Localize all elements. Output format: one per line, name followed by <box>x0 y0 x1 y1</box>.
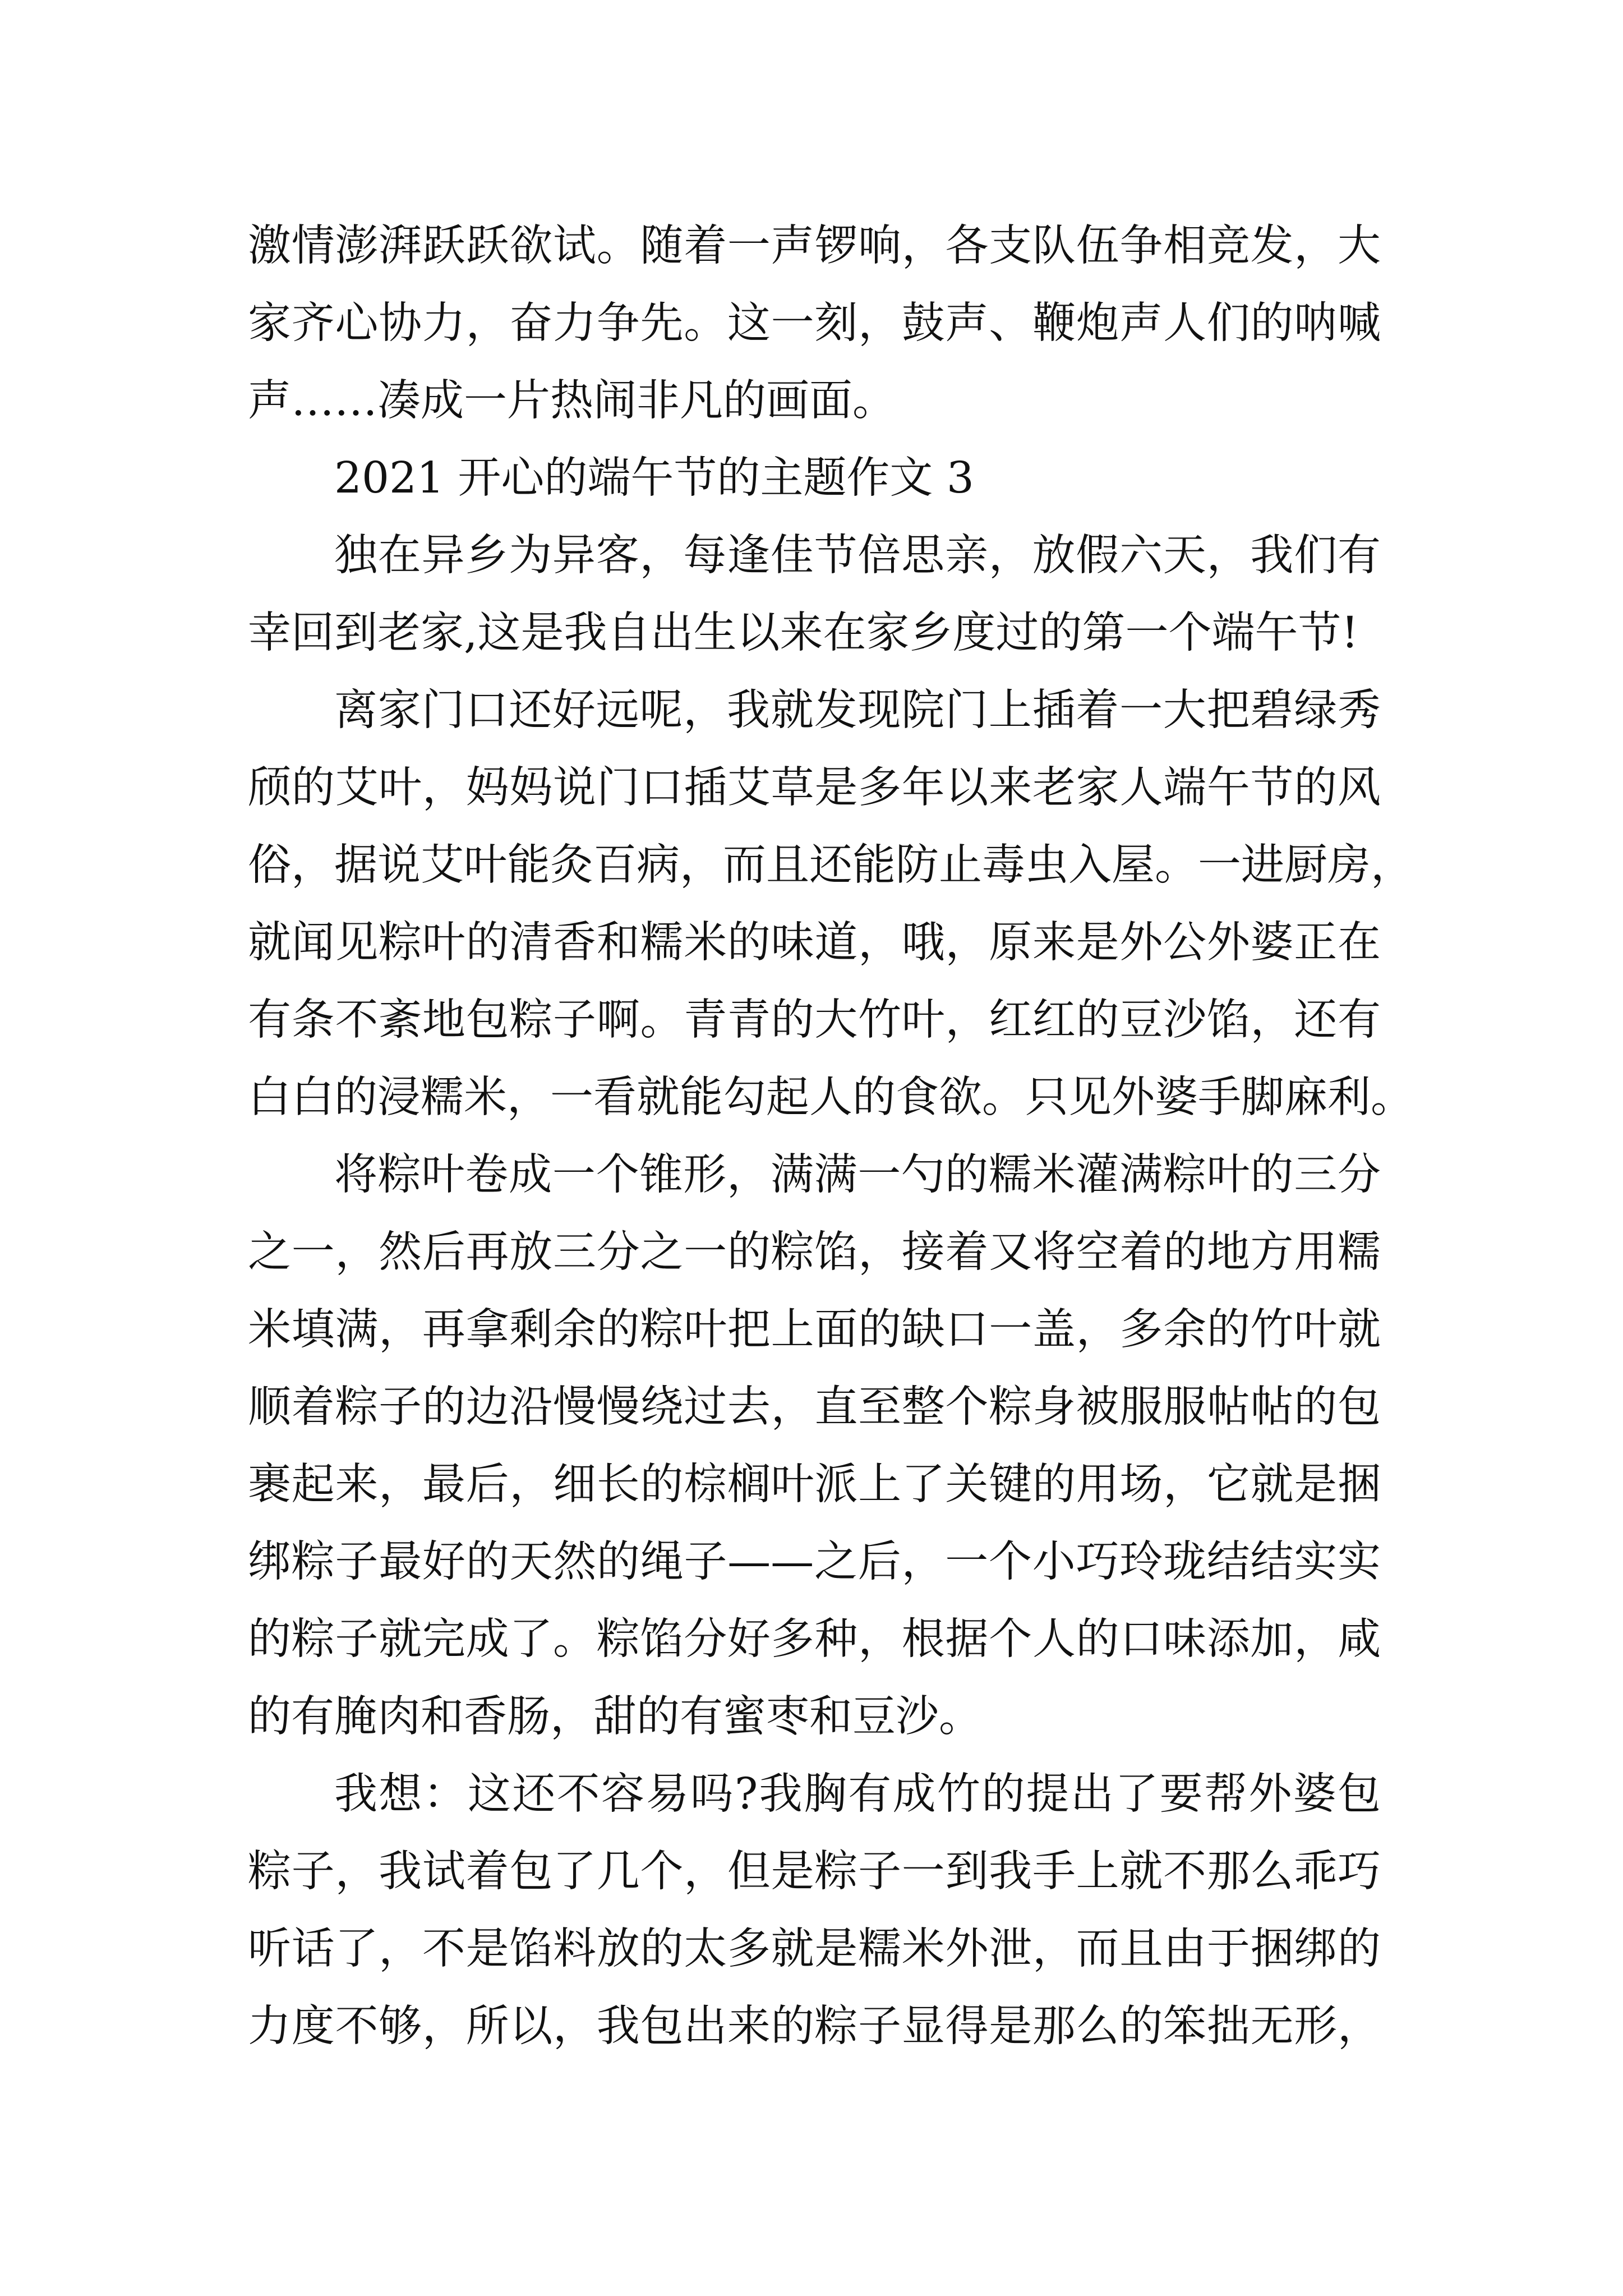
text-line: 的有腌肉和香肠，甜的有蜜枣和豆沙。 <box>248 1692 982 1742</box>
text-line: 离家门口还好远呢，我就发现院门上插着一大把碧绿秀 <box>334 685 1381 735</box>
text-line: 听话了，不是馅料放的太多就是糯米外泄，而且由于捆绑的 <box>248 1924 1381 1974</box>
document-body <box>248 208 1414 2065</box>
text-line: 白白的浸糯米，一看就能勾起人的食欲。只见外婆手脚麻利。 <box>248 1073 1414 1122</box>
paragraph <box>248 672 1414 1137</box>
text-line: 幸回到老家,这是我自出生以来在家乡度过的第一个端午节! <box>248 608 1359 658</box>
text-line: 将粽叶卷成一个锥形，满满一勺的糯米灌满粽叶的三分 <box>334 1150 1381 1200</box>
text-line: 之一，然后再放三分之一的粽馅，接着又将空着的地方用糯 <box>248 1227 1381 1277</box>
text-line: 声……凑成一片热闹非凡的画面。 <box>248 376 896 426</box>
text-line: 激情澎湃跃跃欲试。随着一声锣响，各支队伍争相竞发，大 <box>248 221 1381 271</box>
section-heading <box>248 440 1381 517</box>
text-line: 粽子，我试着包了几个，但是粽子一到我手上就不那么乖巧 <box>248 1847 1381 1897</box>
text-line: 有条不紊地包粽子啊。青青的大竹叶，红红的豆沙馅，还有 <box>248 995 1381 1045</box>
text-line: 独在异乡为异客，每逢佳节倍思亲，放假六天，我们有 <box>334 531 1381 581</box>
text-line: 顺着粽子的边沿慢慢绕过去，直至整个粽身被服服帖帖的包 <box>248 1382 1381 1432</box>
text-line: 力度不够，所以，我包出来的粽子显得是那么的笨拙无形， <box>248 2001 1381 2051</box>
text-line: 我想：这还不容易吗?我胸有成竹的提出了要帮外婆包 <box>334 1769 1381 1819</box>
text-line: 俗，据说艾叶能灸百病，而且还能防止毒虫入屋。一进厨房， <box>248 840 1414 890</box>
paragraph <box>248 208 1381 440</box>
text-line: 就闻见粽叶的清香和糯米的味道，哦，原来是外公外婆正在 <box>248 918 1381 968</box>
text-line: 颀的艾叶，妈妈说门口插艾草是多年以来老家人端午节的风 <box>248 763 1381 813</box>
text-line: 米填满，再拿剩余的粽叶把上面的缺口一盖，多余的竹叶就 <box>248 1305 1381 1355</box>
heading-line: 2021 开心的端午节的主题作文 3 <box>334 453 974 503</box>
paragraph <box>248 1137 1381 1756</box>
text-line: 家齐心协力，奋力争先。这一刻，鼓声、鞭炮声人们的呐喊 <box>248 298 1381 348</box>
text-line: 绑粽子最好的天然的绳子——之后，一个小巧玲珑结结实实 <box>248 1537 1381 1587</box>
text-line: 的粽子就完成了。粽馅分好多种，根据个人的口味添加，咸 <box>248 1614 1381 1664</box>
text-line: 裹起来，最后，细长的棕榈叶派上了关键的用场，它就是捆 <box>248 1460 1381 1510</box>
paragraph <box>248 1756 1381 2065</box>
paragraph <box>248 517 1381 672</box>
